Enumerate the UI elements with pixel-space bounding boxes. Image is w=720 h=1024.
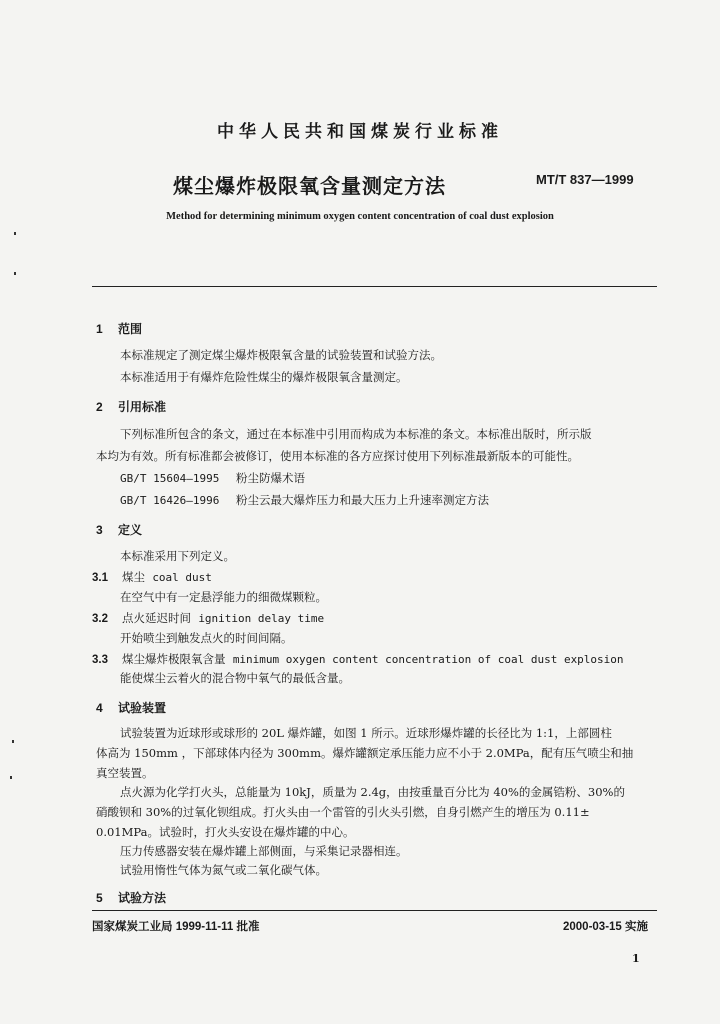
paragraph-line: 下列标准所包含的条文，通过在本标准中引用而构成为本标准的条文。本标准出版时，所示版 (120, 427, 592, 441)
section-number: 2 (96, 400, 103, 414)
reference-code: GB/T 15604—1995 (120, 472, 220, 485)
section-3-heading (96, 521, 142, 538)
reference-name: 粉尘防爆术语 (236, 471, 305, 485)
definition-description: 在空气中有一定悬浮能力的细微煤颗粒。 (120, 590, 327, 604)
paragraph-line: 0.01MPa。试验时，打火头安设在爆炸罐的中心。 (96, 825, 355, 839)
definition-3-1 (92, 569, 212, 585)
reference-item (120, 492, 489, 508)
industry-standard-heading: 中华人民共和国煤炭行业标准 (217, 122, 503, 142)
definition-term-en: minimum oxygen content concentration of coal dust explosion (232, 653, 624, 666)
document-title-cn: 煤尘爆炸极限氧含量测定方法 (173, 174, 446, 198)
definition-term: 点火延迟时间 (122, 611, 191, 625)
section-number: 4 (96, 701, 103, 715)
page-number: 1 (632, 952, 640, 965)
reference-name: 粉尘云最大爆炸压力和最大压力上升速率测定方法 (236, 493, 489, 507)
scan-speck (12, 740, 14, 743)
definitions-intro: 本标准采用下列定义。 (120, 549, 235, 563)
section-title: 试验方法 (118, 891, 167, 905)
section-number: 5 (96, 891, 103, 905)
definition-description: 能使煤尘云着火的混合物中氧气的最低含量。 (120, 671, 350, 685)
implementation-date: 2000-03-15 实施 (563, 921, 649, 933)
paragraph-line: 试验装置为近球形或球形的 20L 爆炸罐，如图 1 所示。近球形爆炸罐的长径比为 1:1，上部圆柱 (120, 726, 612, 740)
scan-speck (14, 232, 16, 235)
definition-term: 煤尘爆炸极限氧含量 (122, 652, 226, 666)
definition-number: 3.2 (92, 613, 108, 625)
definition-3-2 (92, 610, 324, 626)
section-2-heading (96, 398, 166, 415)
section-title: 范围 (118, 322, 143, 336)
section-1-heading (96, 320, 142, 337)
section-4-heading (96, 699, 166, 716)
scan-speck (10, 776, 12, 779)
document-title-en: Method for determining minimum oxygen content concentration of coal dust explosion (166, 211, 554, 222)
definition-3-3 (92, 651, 624, 667)
section-5-heading (96, 889, 166, 906)
paragraph-line: 体高为 150mm ，下部球体内径为 300mm。爆炸罐额定承压能力应不小于 2.0MPa，配有压气喷尘和抽 (96, 746, 634, 760)
scan-speck (14, 272, 16, 275)
paragraph-line: 点火源为化学打火头，总能量为 10kJ，质量为 2.4g，由按重量百分比为 40%的金属锆粉、30%的 (120, 785, 625, 799)
reference-item (120, 470, 305, 486)
section-title: 引用标准 (118, 400, 167, 414)
definition-term-en: ignition delay time (198, 612, 325, 625)
section-number: 1 (96, 322, 103, 336)
paragraph-line: 本标准适用于有爆炸危险性煤尘的爆炸极限氧含量测定。 (120, 370, 408, 384)
section-title: 试验装置 (118, 701, 167, 715)
issuing-authority: 国家煤炭工业局 1999-11-11 批准 (92, 921, 260, 933)
definition-term-en: coal dust (152, 571, 212, 584)
reference-code: GB/T 16426—1996 (120, 494, 220, 507)
definition-term: 煤尘 (122, 570, 145, 584)
section-title: 定义 (118, 523, 143, 537)
definition-description: 开始喷尘到触发点火的时间间隔。 (120, 631, 293, 645)
definition-number: 3.1 (92, 572, 108, 584)
paragraph-line: 试验用惰性气体为氮气或二氧化碳气体。 (120, 863, 327, 877)
section-number: 3 (96, 523, 103, 537)
paragraph-line: 真空装置。 (96, 766, 154, 780)
standard-number: MT/T 837—1999 (536, 172, 634, 187)
footer-divider (92, 910, 657, 911)
paragraph-line: 本标准规定了测定煤尘爆炸极限氧含量的试验装置和试验方法。 (120, 348, 442, 362)
paragraph-line: 压力传感器安装在爆炸罐上部侧面，与采集记录器相连。 (120, 844, 408, 858)
paragraph-line: 硝酸钡和 30%的过氧化钡组成。打火头由一个雷管的引火头引燃，自身引燃产生的增压为 0.11± (96, 805, 590, 819)
definition-number: 3.3 (92, 654, 108, 666)
header-divider (92, 286, 657, 287)
paragraph-line: 本均为有效。所有标准都会被修订，使用本标准的各方应探讨使用下列标准最新版本的可能性。 (96, 449, 579, 463)
